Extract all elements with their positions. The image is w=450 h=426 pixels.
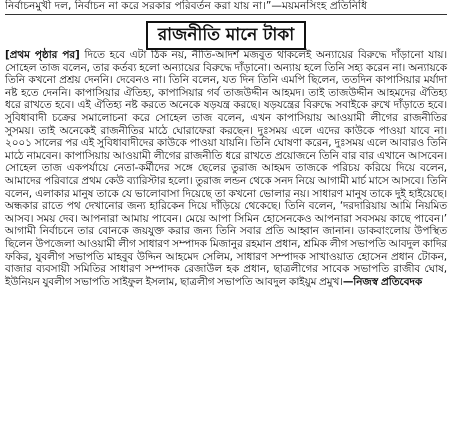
article-headline: রাজনীতি মানে টাকা bbox=[146, 21, 306, 50]
continuation-marker: [প্রথম পৃষ্ঠার পর] bbox=[5, 49, 80, 61]
headline-container bbox=[5, 21, 447, 47]
previous-article-tail: নির্বাচনমুখী দল, নির্বাচন না করে সরকার পরিবর্তন করা যায় না।”—ময়মনসিংহ প্রতিনিধি bbox=[5, 0, 447, 15]
article-body-text: দিতে হবে এটা ঠিক নয়, নীতি-আদর্শ মজবুত থাকলেই অন্যায়ের বিরুদ্ধে দাঁড়ানো যায়। সোহেল তাজ বলেন, তার কর্তব্য হলো অন্যায়ের বিরুদ্ধে দাঁড়ানো। অন্যায় হলে তিনি সহ্য করেন না। অন্যায়কে তিনি কখনো প্রশ্রয় দেননি। দেবেনও না। তিনি বলেন, যত দিন তিনি এমপি ছিলেন, ততদিন কাপাসিয়ার মর্যাদা নষ্ট হতে দেননি। কাপাসিয়ার ঐতিহ্য, কাপাসিয়ার গর্ব তাজউদ্দীন আহমদ। তাই তাজউদ্দীন আহমদের ঐতিহ্য ধরে রাখতে হবে। এই ঐতিহ্য নষ্ট করতে অনেকে ষড়যন্ত্র করছে। ষড়যন্ত্রের বিরুদ্ধে সবাইকে রুখে দাঁড়াতে হবে। সুবিধাবাদী চক্রের সমালোচনা করে সোহেল তাজ বলেন, এখন কাপাসিয়ায় আওয়ামী লীগের রাজনীতির সুসময়। তাই অনেকেই রাজনীতির মাঠে ঘোরাফেরা করছেন। দুঃসময় এলে এদের কাউকে পাওয়া যাবে না। ২০০১ সালের পর এই সুবিধাবাদীদের কাউকে পাওয়া যায়নি। তিনি ঘোষণা করেন, দুঃসময় এলে আবারও তিনি মাঠে নামবেন। কাপাসিয়ায় আওয়ামী লীগের রাজনীতি ধরে রাখতে প্রয়োজনে তিনি বার বার এখানে আসবেন। সোহেল তাজ একপর্যায়ে নেতা-কর্মীদের সঙ্গে ছেলের তুরাজ আহমদ তাজকে পরিচয় করিয়ে দিয়ে বলেন, আমাদের পরিবারে প্রথম কেউ ব্যারিস্টার হলো। তুরাজ লন্ডন থেকে সনদ নিয়ে আগামী মার্চ মাসে আসবে। তিনি বলেন, এলাকার মানুষ তাকে যে ভালোবাসা দিয়েছে তা কখনো ভোলার নয়। সাধারণ মানুষ তাকে দুই হাইয়েছে। অন্ধকার রাতে পথ দেখানোর জন্য হারিকেন দিয়ে দাঁড়িয়ে থেকেছে। তিনি বলেন, ‘দরদারিয়ায় আমি নিয়মিত আসব। সময় দেব। আপনারা আমায় পাবেন। মেয়ে আপা সিমিন হোসেনকেও আপনারা সবসময় কাছে পাবেন।’ আগামী নির্বাচনে তার বোনকে জয়যুক্ত করার জন্য তিনি সবার প্রতি আহ্বান জানান। ডাকবাংলোয় উপস্থিত ছিলেন উপজেলা আওয়ামী লীগ সাধারণ সম্পাদক মিজানুর রহমান প্রধান, শ্রমিক লীগ সভাপতি আবদুল কাদির ফকির, যুবলীগ সভাপতি মাহবুব উদ্দিন আহমেদ সেলিম, সাধারণ সম্পাদক সাখাওয়াত হোসেন প্রধান টোকন, বাজার ব্যবসায়ী সমিতির সাধারণ সম্পাদক রেজাউল হক প্রধান, ছাত্রলীগের সাবেক সভাপতি রাজীব ঘোষ, ইউনিয়ন যুবলীগ সভাপতি সাইফুল ইসলাম, ছাত্রলীগ সভাপতি আবদুল কাইয়ুম প্রমুখ। bbox=[5, 49, 447, 288]
reporter-signature: —নিজস্ব প্রতিবেদক bbox=[342, 275, 423, 288]
article-body bbox=[5, 49, 447, 288]
